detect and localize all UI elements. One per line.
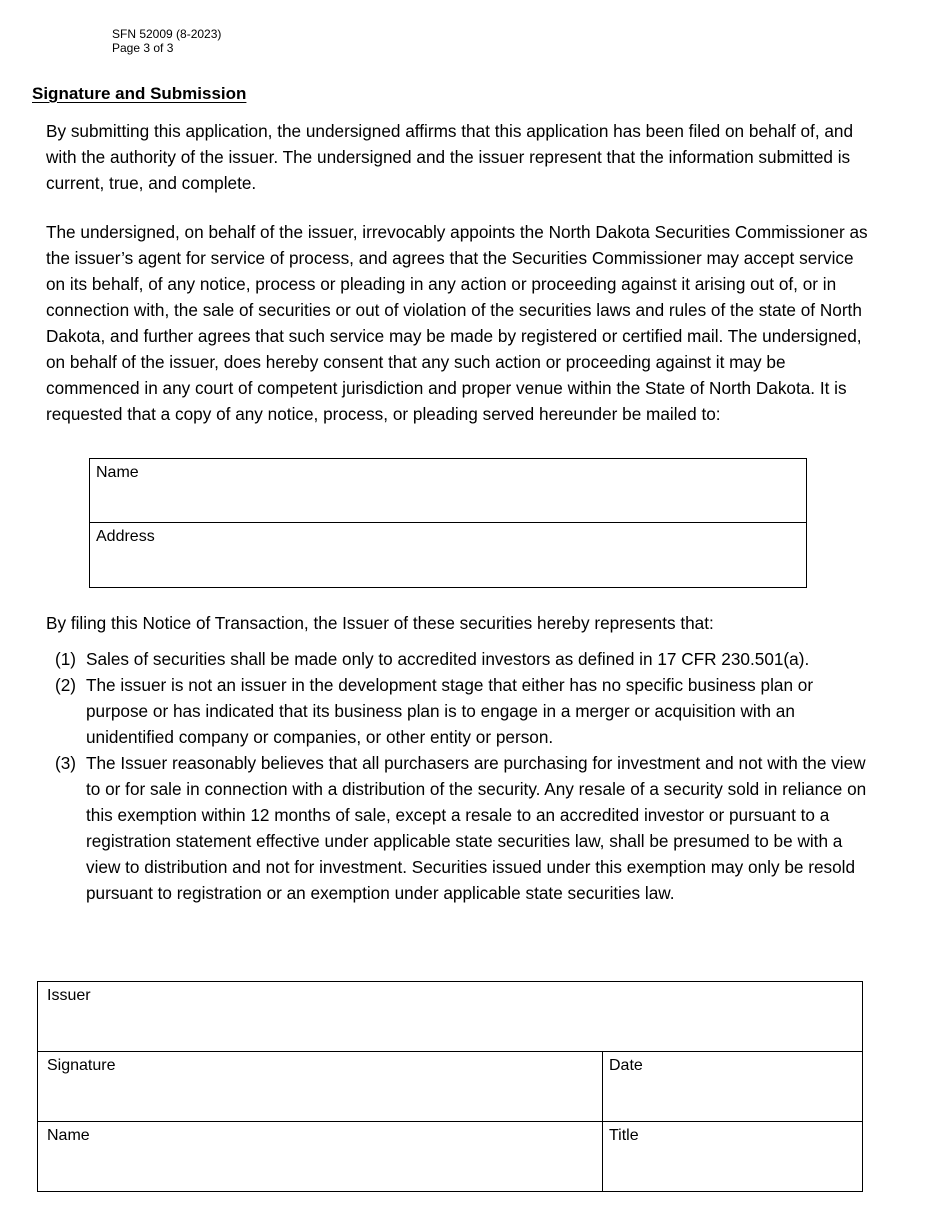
issuer-field[interactable] [38, 982, 862, 1051]
list-item-number: (1) [55, 649, 77, 669]
date-field[interactable] [603, 1052, 862, 1121]
mailing-name-label: Name [96, 464, 139, 481]
list-item-text: The issuer is not an issuer in the development stage that either has no specific business plan or purpose or has indicated that its business plan is to engage in a merger or acquisition with an unidentified company or companies, or other entity or person. [86, 675, 814, 747]
service-of-process-paragraph: The undersigned, on behalf of the issuer, irrevocably appoints the North Dakota Securities Commissioner as the issuer’s agent for service of process, and agrees that the Securities Commissioner may accept service on its behalf, of any notice, process or pleading in any action or proceeding against it arising out of, or in connection with, the sale of securities or out of violation of the securities laws and rules of the state of North Dakota, and further agrees that such service may be made by registered or certified mail. The undersigned, on behalf of the issuer, does hereby consent that any such action or proceeding against it may be commenced in any court of competent jurisdiction and proper venue within the State of North Dakota. It is requested that a copy of any notice, process, or pleading served hereunder be mailed to: [46, 222, 868, 424]
form-number: SFN 52009 (8-2023) [112, 27, 222, 41]
list-item [55, 750, 875, 906]
issuer-label: Issuer [47, 987, 91, 1004]
page-number: Page 3 of 3 [112, 41, 174, 55]
mailing-address-field[interactable] [90, 523, 806, 587]
mailing-address-box [89, 458, 807, 588]
signer-name-field[interactable] [38, 1122, 603, 1192]
list-item-number: (3) [55, 753, 77, 773]
issuer-row [38, 982, 862, 1052]
signature-row [38, 1052, 862, 1122]
list-item-number: (2) [55, 675, 77, 695]
representation-list [55, 646, 875, 906]
signature-box [37, 981, 863, 1192]
signer-name-label: Name [47, 1127, 90, 1144]
name-title-row [38, 1122, 862, 1192]
date-label: Date [609, 1057, 643, 1074]
mailing-name-field[interactable] [90, 459, 806, 523]
affirmation-paragraph: By submitting this application, the undersigned affirms that this application has been filed on behalf of, and with the authority of the issuer. The undersigned and the issuer represent that the information submitted is current, true, and complete. [46, 121, 854, 193]
title-field[interactable] [603, 1122, 862, 1192]
list-item [55, 672, 875, 750]
signature-field[interactable] [38, 1052, 603, 1121]
title-label: Title [609, 1127, 639, 1144]
list-item [55, 646, 875, 672]
list-item-text: The Issuer reasonably believes that all purchasers are purchasing for investment and not with the view to or for sale in connection with a distribution of the security. Any resale of a security sold in reliance on this exemption within 12 months of sale, except a resale to an accredited investor or pursuant to a registration statement effective under applicable state securities law, shall be presumed to be with a view to distribution and not for investment. Securities issued under this exemption may only be resold pursuant to registration or an exemption under applicable state securities law. [86, 753, 867, 903]
representation-intro: By filing this Notice of Transaction, the Issuer of these securities hereby represents that: [46, 613, 714, 633]
list-item-text: Sales of securities shall be made only to accredited investors as defined in 17 CFR 230.501(a). [86, 649, 810, 669]
signature-label: Signature [47, 1057, 116, 1074]
section-title: Signature and Submission [32, 84, 247, 103]
mailing-address-label: Address [96, 528, 155, 545]
form-header [112, 27, 221, 55]
